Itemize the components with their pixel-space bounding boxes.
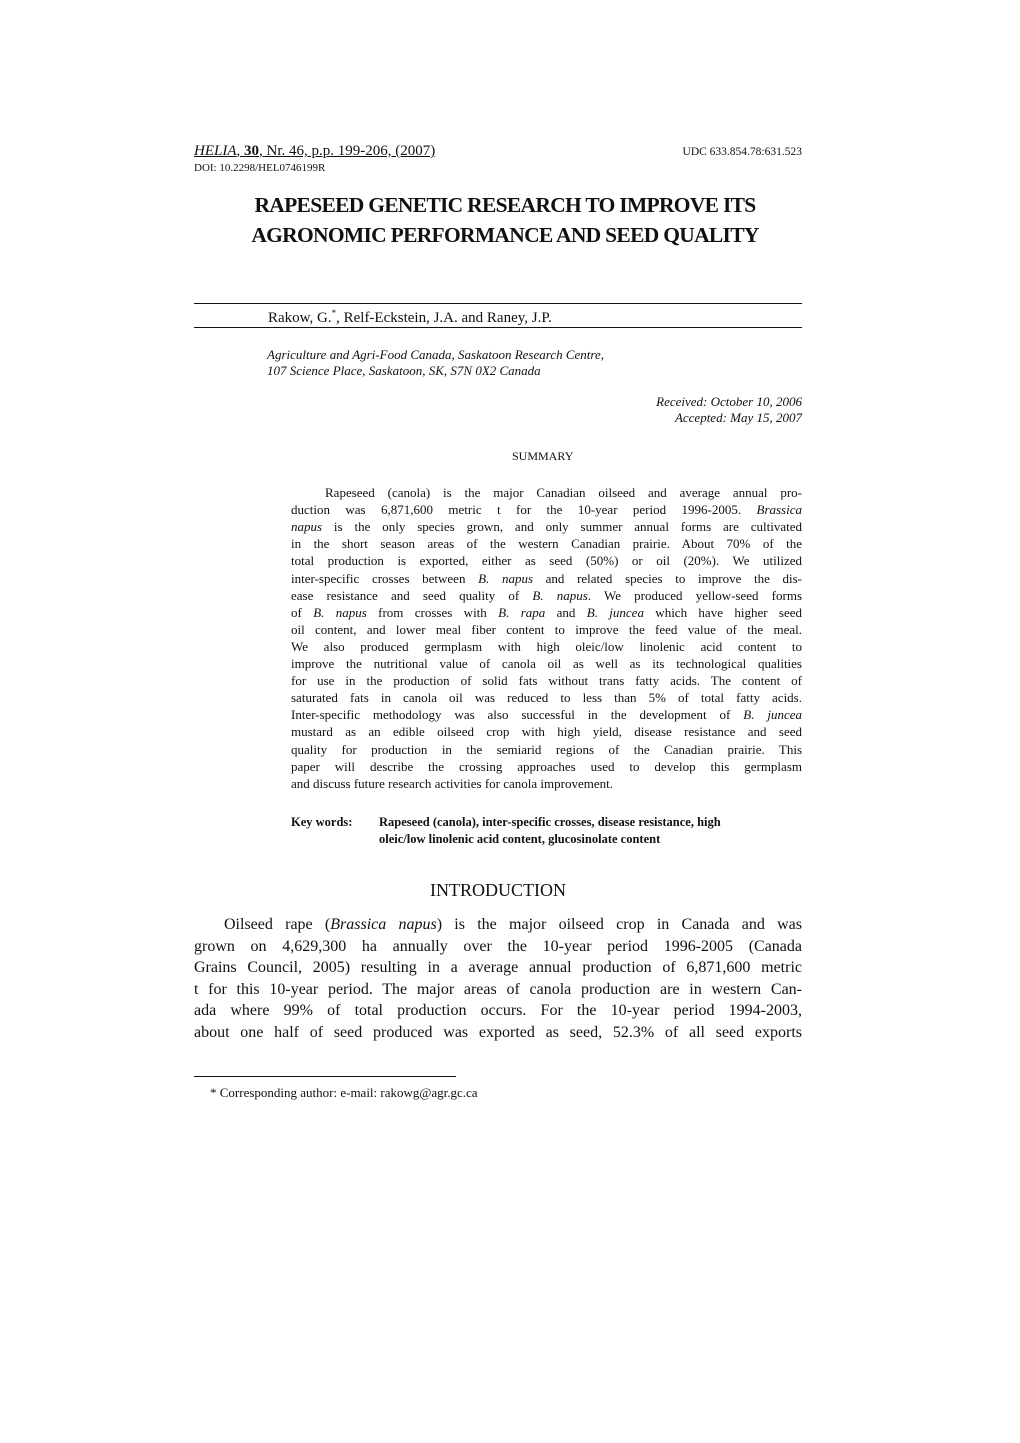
text-run: oil content, and lower meal fiber content to improve the feed value of the meal. [291,621,802,637]
italic-text: Brassica napus [330,916,437,933]
italic-text: B. juncea [743,707,802,723]
text-run: and discuss future research activities for canola improvement. [291,775,613,791]
summary-line [291,485,802,501]
text-run: saturated fats in canola oil was reduced to less than 5% of total fatty acids. [291,690,802,706]
text-run: We also produced germplasm with high oleic/low linolenic acid content to [291,638,802,654]
intro-line [194,916,802,934]
authors [268,308,552,327]
keywords-line-2: oleic/low linolenic acid content, glucosinolate content [379,832,661,846]
text-run: is the only species grown, and only summer annual forms are cultivated [322,519,802,535]
text-run: and related species to improve the dis- [533,570,803,586]
text-run: Inter-specific methodology was also successful in the development of [291,707,744,723]
text-run: of [291,604,314,620]
summary-line [291,724,802,740]
received-date: Received: October 10, 2006 [656,394,802,409]
summary-line [291,639,802,655]
text-run: which have higher seed [643,604,802,620]
summary-line [291,776,802,792]
affiliation-line-1: Agriculture and Agri-Food Canada, Saskatoon Research Centre, [267,347,604,362]
summary-line [291,759,802,775]
keywords-line-1: Rapeseed (canola), inter-specific crosses, disease resistance, high [379,815,721,829]
summary-line [291,656,802,672]
title-line-2: AGRONOMIC PERFORMANCE AND SEED QUALITY [251,223,759,247]
summary-line [291,519,802,535]
author-rest: , Relf-Eckstein, J.A. and Raney, J.P. [336,310,552,326]
accepted-date: Accepted: May 15, 2007 [674,410,802,425]
summary-line [291,553,802,569]
journal-name: HELIA [194,143,237,159]
summary-line [291,673,802,689]
intro-line [194,981,802,999]
doi: DOI: 10.2298/HEL0746199R [194,162,326,174]
text-run: about one half of seed produced was exported as seed, 52.3% of all seed exports [194,1023,802,1041]
italic-text: napus [291,519,323,535]
summary-line [291,502,802,518]
introduction-heading: INTRODUCTION [430,880,566,900]
intro-line [194,938,802,956]
keywords-label: Key words: [291,815,353,829]
footnote: * Corresponding author: e-mail: rakowg@agr.gc.ca [210,1085,478,1100]
text-run: ) is the major oilseed crop in Canada and was [436,916,802,933]
summary-line [291,571,802,587]
summary-line [291,588,802,604]
text-run: improve the nutritional value of canola oil as well as its technological qualities [291,656,802,671]
text-run: . We produced yellow-seed forms [587,587,802,603]
text-run: paper will describe the crossing approaches used to develop this germplasm [291,758,802,774]
affiliation-line-2: 107 Science Place, Saskatoon, SK, S7N 0X2 Canada [267,363,541,378]
text-run: quality for production in the semiarid regions of the Canadian prairie. This [291,741,802,757]
text-run: in the short season areas of the western Canadian prairie. About 70% of the [291,536,802,552]
text-run: ease resistance and seed quality of [291,587,533,603]
rule-top [194,303,802,304]
text-run: Grains Council, 2005) resulting in a average annual production of 6,871,600 metric [194,959,802,976]
journal-issue-pages: , Nr. 46, p.p. 199-206, (2007) [259,143,436,159]
author-first: Rakow, G. [268,310,332,326]
summary-line [291,622,802,638]
udc-code: UDC 633.854.78:631.523 [682,146,802,158]
summary-line [291,707,802,723]
text-run: mustard as an edible oilseed crop with high yield, disease resistance and seed [291,724,802,740]
text-run: grown on 4,629,300 ha annually over the 10-year period 1996-2005 (Canada [194,937,802,955]
journal-volume: 30 [244,143,259,159]
intro-line [194,1002,802,1020]
italic-text: B. juncea [586,604,644,620]
footnote-rule [194,1076,456,1077]
text-run: and [545,604,587,620]
corresponding-mark: * [331,308,337,318]
text-run: duction was 6,871,600 metric t for the 10-year period 1996-2005. [291,502,757,518]
rule-bottom [194,327,802,328]
italic-text: B. rapa [498,604,546,620]
text-run: total production is exported, either as seed (50%) or oil (20%). We utilized [291,553,802,569]
text-run: from crosses with [366,604,499,620]
text-run: inter-specific crosses between [291,570,479,586]
text-run: ada where 99% of total production occurs. For the 10-year period 1994-2003, [194,1002,802,1019]
journal-citation: HELIA, 30, Nr. 46, p.p. 199-206, (2007) [194,143,436,159]
intro-line [194,1024,802,1042]
text-run: Rapeseed (canola) is the major Canadian oilseed and average annual pro- [325,485,802,500]
text-run: for use in the production of solid fats without trans fatty acids. The content of [291,673,802,689]
italic-text: Brassica [756,502,802,518]
summary-line [291,605,802,621]
text-run: Oilseed rape ( [224,916,331,933]
intro-line [194,959,802,977]
italic-text: B. napus [532,587,588,603]
summary-line [291,690,802,706]
summary-heading: SUMMARY [512,449,574,463]
summary-line [291,536,802,552]
italic-text: B. napus [313,604,367,620]
italic-text: B. napus [478,570,534,586]
text-run: t for this 10-year period. The major areas of canola production are in western Can- [194,980,802,998]
summary-line [291,742,802,758]
title-line-1: RAPESEED GENETIC RESEARCH TO IMPROVE ITS [254,193,756,217]
